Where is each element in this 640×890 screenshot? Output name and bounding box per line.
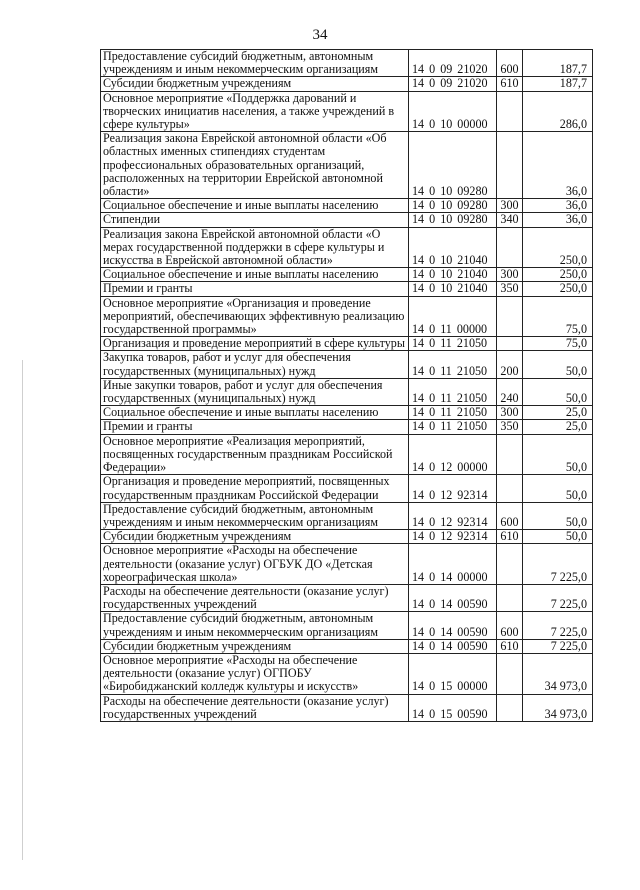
row-code-cell: 14 0 11 00000	[409, 296, 497, 337]
row-name-cell: Расходы на обеспечение деятельности (оказание услуг) государственных учреждений	[101, 584, 409, 611]
row-expense-type-cell	[497, 653, 523, 694]
budget-table-body	[101, 50, 593, 722]
row-name-cell: Социальное обеспечение и иные выплаты населению	[101, 199, 409, 213]
row-sum-cell: 50,0	[523, 502, 593, 529]
table-row	[101, 639, 593, 653]
row-sum-cell: 50,0	[523, 475, 593, 502]
table-row	[101, 406, 593, 420]
row-name-cell: Основное мероприятие «Реализация мероприятий, посвященных государственным праздникам Российской Федерации»	[101, 434, 409, 475]
table-row	[101, 420, 593, 434]
row-expense-type-cell	[497, 91, 523, 132]
row-sum-cell: 36,0	[523, 199, 593, 213]
table-row	[101, 77, 593, 91]
row-name-cell: Субсидии бюджетным учреждениям	[101, 530, 409, 544]
row-code-cell: 14 0 10 21040	[409, 268, 497, 282]
row-sum-cell: 50,0	[523, 378, 593, 405]
row-expense-type-cell: 200	[497, 351, 523, 378]
row-code-cell: 14 0 14 00590	[409, 639, 497, 653]
row-name-cell: Социальное обеспечение и иные выплаты населению	[101, 406, 409, 420]
row-name-cell: Премии и гранты	[101, 282, 409, 296]
table-row	[101, 227, 593, 268]
row-expense-type-cell	[497, 475, 523, 502]
row-name-cell: Организация и проведение мероприятий в сфере культуры	[101, 337, 409, 351]
row-expense-type-cell	[497, 296, 523, 337]
table-row	[101, 378, 593, 405]
row-sum-cell: 50,0	[523, 351, 593, 378]
row-sum-cell: 286,0	[523, 91, 593, 132]
scan-edge-line	[22, 360, 23, 860]
row-code-cell: 14 0 14 00590	[409, 584, 497, 611]
row-code-cell: 14 0 10 09280	[409, 199, 497, 213]
row-expense-type-cell: 350	[497, 282, 523, 296]
row-sum-cell: 25,0	[523, 420, 593, 434]
table-row	[101, 91, 593, 132]
row-sum-cell: 36,0	[523, 132, 593, 199]
row-sum-cell: 50,0	[523, 434, 593, 475]
table-row	[101, 694, 593, 721]
row-name-cell: Социальное обеспечение и иные выплаты населению	[101, 268, 409, 282]
row-expense-type-cell: 610	[497, 77, 523, 91]
row-code-cell: 14 0 09 21020	[409, 77, 497, 91]
row-name-cell: Организация и проведение мероприятий, посвященных государственным праздникам Российской Федерации	[101, 475, 409, 502]
row-expense-type-cell: 600	[497, 50, 523, 77]
row-name-cell: Основное мероприятие «Расходы на обеспечение деятельности (оказание услуг) ОГПОБУ «Биробиджанский колледж культуры и искусств»	[101, 653, 409, 694]
table-row	[101, 268, 593, 282]
row-code-cell: 14 0 12 00000	[409, 434, 497, 475]
row-code-cell: 14 0 12 92314	[409, 530, 497, 544]
row-sum-cell: 7 225,0	[523, 612, 593, 639]
row-name-cell: Расходы на обеспечение деятельности (оказание услуг) государственных учреждений	[101, 694, 409, 721]
table-row	[101, 199, 593, 213]
row-code-cell: 14 0 10 09280	[409, 132, 497, 199]
row-name-cell: Основное мероприятие «Расходы на обеспечение деятельности (оказание услуг) ОГБУК ДО «Детская хореографическая школа»	[101, 544, 409, 585]
row-code-cell: 14 0 11 21050	[409, 351, 497, 378]
row-expense-type-cell: 600	[497, 612, 523, 639]
row-sum-cell: 250,0	[523, 282, 593, 296]
row-name-cell: Предоставление субсидий бюджетным, автономным учреждениям и иным некоммерческим организациям	[101, 502, 409, 529]
table-row	[101, 213, 593, 227]
row-code-cell: 14 0 11 21050	[409, 378, 497, 405]
row-code-cell: 14 0 14 00590	[409, 612, 497, 639]
row-expense-type-cell	[497, 694, 523, 721]
table-row	[101, 132, 593, 199]
row-expense-type-cell: 240	[497, 378, 523, 405]
row-code-cell: 14 0 10 21040	[409, 227, 497, 268]
row-name-cell: Предоставление субсидий бюджетным, автономным учреждениям и иным некоммерческим организациям	[101, 612, 409, 639]
row-sum-cell: 75,0	[523, 337, 593, 351]
budget-table	[100, 49, 593, 722]
table-row	[101, 584, 593, 611]
row-expense-type-cell: 610	[497, 639, 523, 653]
table-row	[101, 653, 593, 694]
row-name-cell: Премии и гранты	[101, 420, 409, 434]
row-expense-type-cell	[497, 337, 523, 351]
row-sum-cell: 50,0	[523, 530, 593, 544]
row-expense-type-cell: 350	[497, 420, 523, 434]
row-expense-type-cell	[497, 584, 523, 611]
row-name-cell: Иные закупки товаров, работ и услуг для обеспечения государственных (муниципальных) нужд	[101, 378, 409, 405]
table-row	[101, 337, 593, 351]
row-code-cell: 14 0 12 92314	[409, 502, 497, 529]
row-sum-cell: 36,0	[523, 213, 593, 227]
row-name-cell: Предоставление субсидий бюджетным, автономным учреждениям и иным некоммерческим организациям	[101, 50, 409, 77]
row-expense-type-cell: 300	[497, 406, 523, 420]
row-code-cell: 14 0 15 00590	[409, 694, 497, 721]
row-expense-type-cell	[497, 227, 523, 268]
row-expense-type-cell: 300	[497, 268, 523, 282]
row-expense-type-cell: 300	[497, 199, 523, 213]
table-row	[101, 475, 593, 502]
row-name-cell: Стипендии	[101, 213, 409, 227]
row-code-cell: 14 0 11 21050	[409, 420, 497, 434]
row-code-cell: 14 0 12 92314	[409, 475, 497, 502]
row-name-cell: Основное мероприятие «Организация и проведение мероприятий, обеспечивающих эффективную реализацию государственной программы»	[101, 296, 409, 337]
row-code-cell: 14 0 14 00000	[409, 544, 497, 585]
row-code-cell: 14 0 10 21040	[409, 282, 497, 296]
row-sum-cell: 7 225,0	[523, 639, 593, 653]
row-expense-type-cell: 340	[497, 213, 523, 227]
row-name-cell: Основное мероприятие «Поддержка дарований и творческих инициатив населения, а также учреждений в сфере культуры»	[101, 91, 409, 132]
table-row	[101, 612, 593, 639]
row-sum-cell: 187,7	[523, 50, 593, 77]
row-code-cell: 14 0 09 21020	[409, 50, 497, 77]
table-row	[101, 502, 593, 529]
row-expense-type-cell	[497, 434, 523, 475]
row-expense-type-cell	[497, 544, 523, 585]
row-code-cell: 14 0 15 00000	[409, 653, 497, 694]
row-name-cell: Субсидии бюджетным учреждениям	[101, 77, 409, 91]
table-row	[101, 296, 593, 337]
table-row	[101, 530, 593, 544]
row-sum-cell: 75,0	[523, 296, 593, 337]
row-sum-cell: 250,0	[523, 268, 593, 282]
row-sum-cell: 7 225,0	[523, 584, 593, 611]
row-expense-type-cell	[497, 132, 523, 199]
row-code-cell: 14 0 10 09280	[409, 213, 497, 227]
row-name-cell: Субсидии бюджетным учреждениям	[101, 639, 409, 653]
row-expense-type-cell: 600	[497, 502, 523, 529]
row-name-cell: Реализация закона Еврейской автономной области «Об областных именных стипендиях студентам профессиональных образовательных организаций, расположенных на территории Еврейской автономной области»	[101, 132, 409, 199]
row-code-cell: 14 0 11 21050	[409, 337, 497, 351]
row-expense-type-cell: 610	[497, 530, 523, 544]
row-sum-cell: 25,0	[523, 406, 593, 420]
table-row	[101, 544, 593, 585]
row-code-cell: 14 0 11 21050	[409, 406, 497, 420]
row-code-cell: 14 0 10 00000	[409, 91, 497, 132]
row-sum-cell: 34 973,0	[523, 694, 593, 721]
row-name-cell: Реализация закона Еврейской автономной области «О мерах государственной поддержки в сфере культуры и искусства в Еврейской автономной области»	[101, 227, 409, 268]
row-name-cell: Закупка товаров, работ и услуг для обеспечения государственных (муниципальных) нужд	[101, 351, 409, 378]
row-sum-cell: 187,7	[523, 77, 593, 91]
table-row	[101, 282, 593, 296]
row-sum-cell: 250,0	[523, 227, 593, 268]
table-row	[101, 434, 593, 475]
row-sum-cell: 34 973,0	[523, 653, 593, 694]
table-row	[101, 351, 593, 378]
page-number: 34	[312, 27, 328, 43]
table-row	[101, 50, 593, 77]
row-sum-cell: 7 225,0	[523, 544, 593, 585]
